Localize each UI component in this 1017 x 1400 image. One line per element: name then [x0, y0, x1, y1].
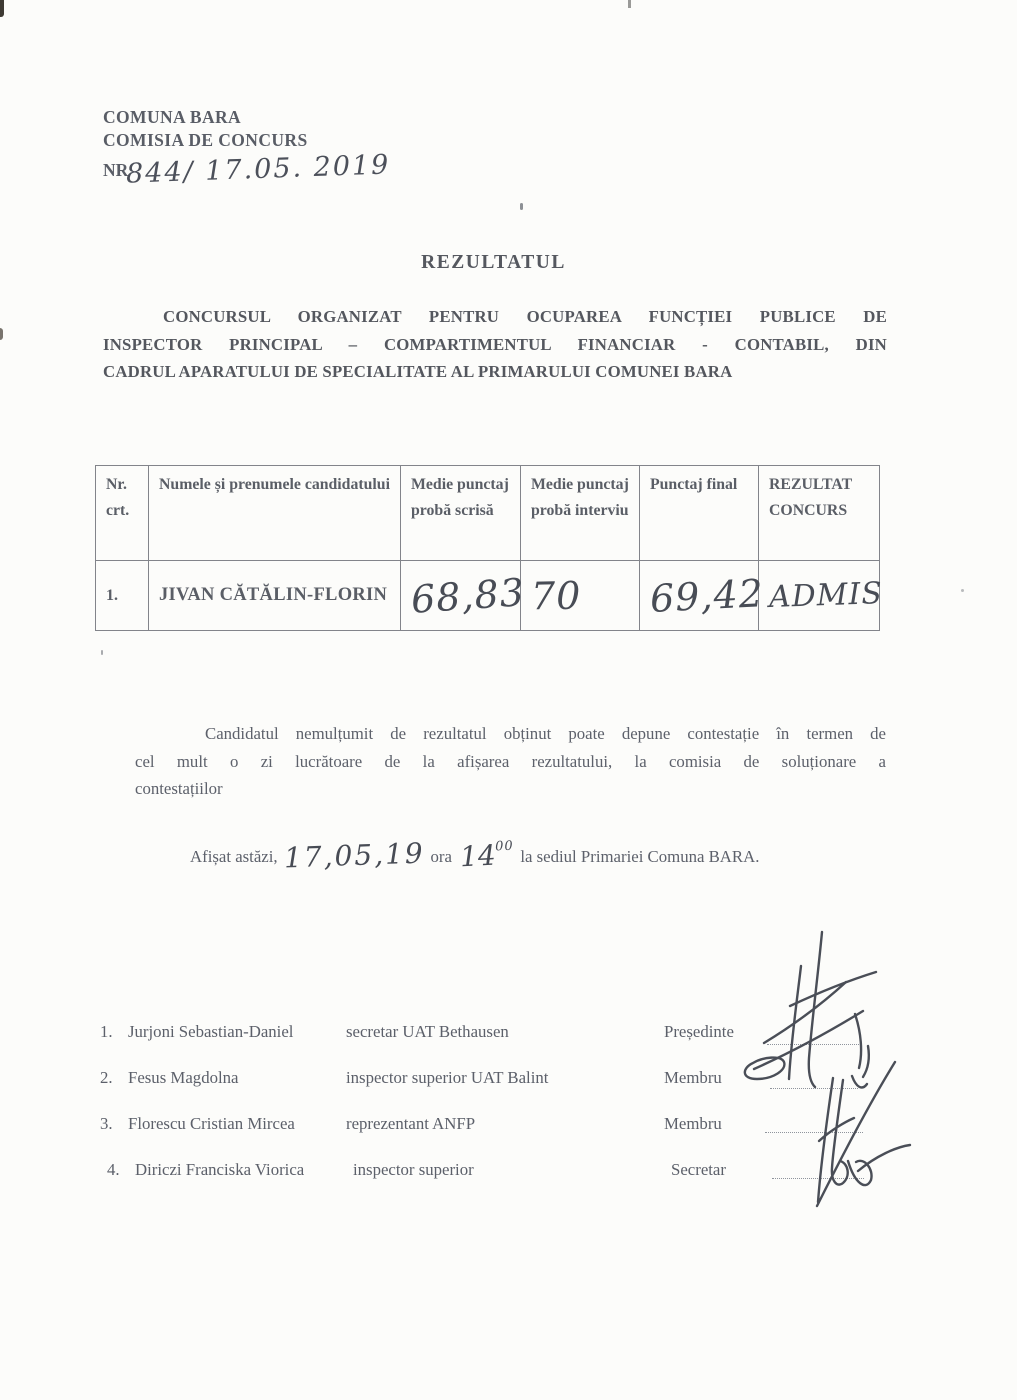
nr-handwritten-value: 844/ 17.05. 2019 [125, 149, 392, 190]
col-header-medie-scrisa: Medie punctaj probă scrisă [401, 466, 521, 561]
member-number: 2. [100, 1068, 113, 1087]
cell-candidate-name: JIVAN CĂTĂLIN-FLORIN [149, 561, 401, 631]
scan-corner-mark [0, 0, 4, 17]
cell-rezultat [759, 561, 884, 631]
document-header [103, 106, 393, 190]
member-position: Membru [664, 1068, 722, 1087]
cell-punctaj-final [640, 561, 765, 631]
scan-top-edge-mark [628, 0, 631, 8]
scan-speck [520, 203, 523, 210]
col-header-medie-interviu: Medie punctaj probă interviu [521, 466, 640, 561]
intro-paragraph [103, 303, 887, 386]
committee-title: COMISIA DE CONCURS [103, 130, 308, 150]
handwritten-result: ADMIS [768, 576, 884, 615]
scan-left-edge-mark [0, 328, 3, 340]
posted-date-handwritten: 17,05,19 [283, 836, 425, 875]
contestation-paragraph [135, 720, 886, 803]
org-name: COMUNA BARA [103, 107, 242, 127]
col-header-nr: Nr. crt. [96, 466, 149, 561]
results-table [95, 465, 884, 631]
contest-line: contestațiilor [135, 779, 223, 798]
handwritten-signatures [730, 915, 950, 1225]
member-role: inspector superior UAT Balint [346, 1068, 549, 1087]
handwritten-score-scrisa: 68,83 [409, 569, 527, 622]
table-header-row [96, 466, 880, 561]
intro-line: INSPECTOR PRINCIPAL – COMPARTIMENTUL FINANCIAR - CONTABIL, DIN [103, 334, 887, 354]
intro-line: CONCURSUL ORGANIZAT PENTRU OCUPAREA FUNCȚIEI PUBLICE DE [163, 307, 887, 326]
member-name: Diriczi Franciska Viorica [135, 1160, 305, 1179]
posted-ora-label: ora [430, 847, 452, 866]
committee-member-row [100, 1068, 790, 1088]
member-name: Jurjoni Sebastian-Daniel [128, 1022, 294, 1041]
cell-medie-scrisa [401, 561, 527, 631]
registration-number-line [103, 149, 393, 190]
contest-line: cel mult o zi lucrătoare de la afișarea rezultatului, la comisia de soluționare a [135, 751, 886, 771]
member-number: 3. [100, 1114, 113, 1133]
member-role: secretar UAT Bethausen [346, 1022, 509, 1041]
col-header-punctaj-final: Punctaj final [640, 466, 759, 561]
handwritten-score-interviu: 70 [530, 573, 582, 618]
member-number: 4. [107, 1160, 120, 1179]
member-position: Președinte [664, 1022, 734, 1041]
intro-line: CADRUL APARATULUI DE SPECIALITATE AL PRIMARULUI COMUNEI BARA [103, 362, 733, 381]
posted-prefix: Afișat astăzi, [190, 847, 278, 866]
member-position: Secretar [671, 1160, 726, 1179]
col-header-rezultat: REZULTAT CONCURS [759, 466, 880, 561]
committee-member-row [100, 1022, 790, 1042]
committee-member-row [100, 1114, 790, 1134]
posted-suffix: la sediul Primariei Comuna BARA. [520, 847, 760, 866]
scan-speck [961, 589, 964, 592]
posted-hour-superscript: 00 [494, 838, 515, 855]
member-name: Fesus Magdolna [128, 1068, 239, 1087]
posted-line [190, 836, 830, 875]
contest-line: Candidatul nemulțumit de rezultatul obținut poate depune contestație în termen de [205, 724, 886, 743]
table-row [96, 561, 880, 631]
member-name: Florescu Cristian Mircea [128, 1114, 295, 1133]
member-role: inspector superior [353, 1160, 474, 1179]
committee-member-row [100, 1160, 797, 1180]
member-position: Membru [664, 1114, 722, 1133]
cell-nr: 1. [96, 561, 149, 631]
col-header-name: Numele și prenumele candidatului [149, 466, 401, 561]
member-number: 1. [100, 1022, 113, 1041]
posted-hour-handwritten: $14^{00}$ [459, 838, 515, 874]
scan-speck [101, 650, 103, 655]
document-title: REZULTATUL [421, 252, 566, 273]
nr-label: NR [103, 160, 129, 180]
cell-medie-interviu [521, 561, 640, 631]
member-role: reprezentant ANFP [346, 1114, 476, 1133]
handwritten-score-final: 69,42 [648, 570, 765, 621]
